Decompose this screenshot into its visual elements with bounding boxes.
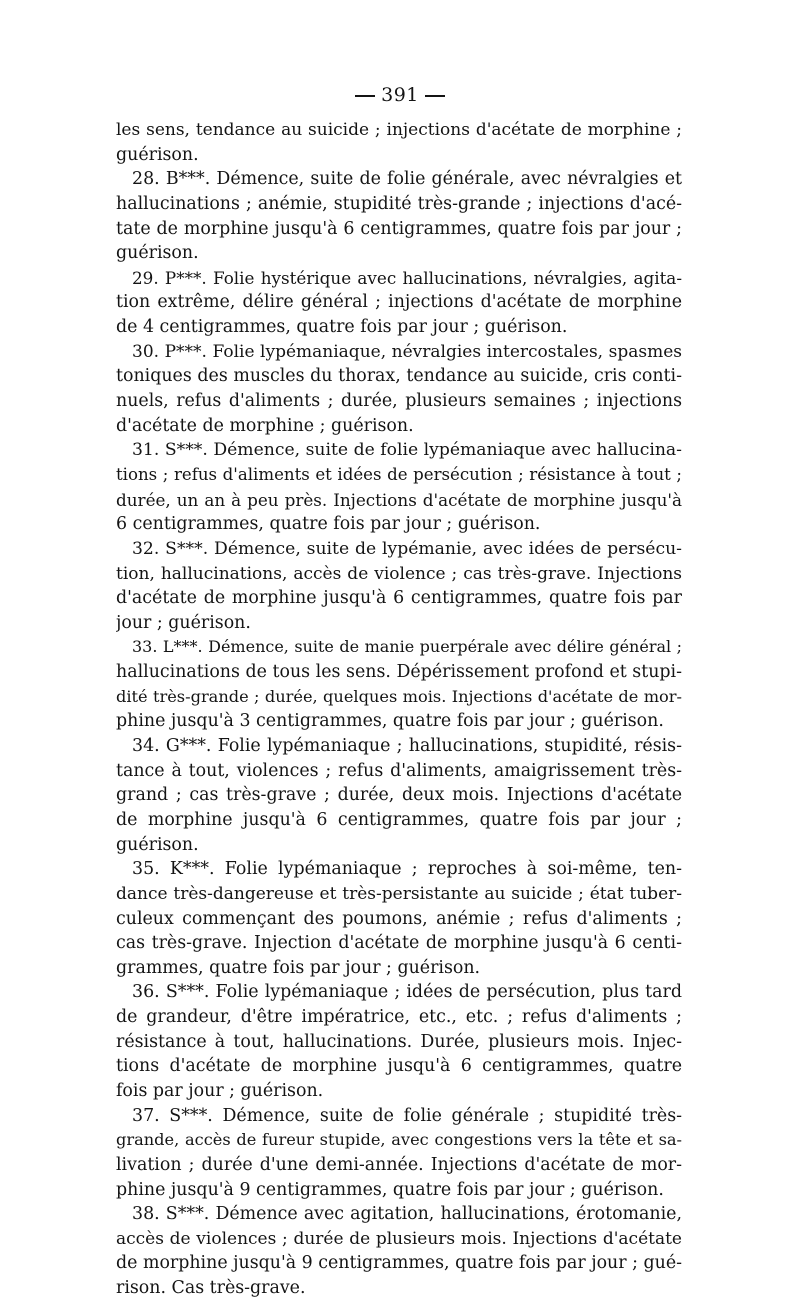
text-line: grand ; cas très-grave ; durée, deux mois. Injections d'acétate <box>116 785 682 806</box>
text-line: de 4 centigrammes, quatre fois par jour ; guérison. <box>116 317 568 338</box>
text-line: grande, accès de fureur stupide, avec congestions vers la tête et sa- <box>116 1130 682 1150</box>
text-line: dité très-grande ; durée, quelques mois. Injections d'acétate de mor- <box>116 686 682 706</box>
text-line: 34. G***. Folie lypémaniaque ; hallucinations, stupidité, résis- <box>132 736 682 757</box>
text-line: phine jusqu'à 3 centigrammes, quatre fois par jour ; guérison. <box>116 711 664 732</box>
text-line: guérison. <box>116 243 199 264</box>
text-line: de morphine jusqu'à 9 centigrammes, quatre fois par jour ; gué- <box>116 1253 682 1274</box>
text-line: d'acétate de morphine ; guérison. <box>116 415 414 436</box>
text-line: de grandeur, d'être impératrice, etc., etc. ; refus d'aliments ; <box>116 1007 682 1028</box>
text-line: résistance à tout, hallucinations. Durée, plusieurs mois. Injec- <box>116 1031 682 1052</box>
text-line: 35. K***. Folie lypémaniaque ; reproches à soi-même, ten- <box>132 859 682 880</box>
text-line: 36. S***. Folie lypémaniaque ; idées de persécution, plus tard <box>132 982 682 1003</box>
header-dash-right <box>425 95 445 97</box>
text-line: tion extrême, délire général ; injections d'acétate de morphine <box>116 292 682 313</box>
text-line: durée, un an à peu près. Injections d'acétate de morphine jusqu'à <box>116 489 682 510</box>
text-line: 37. S***. Démence, suite de folie générale ; stupidité très- <box>132 1105 682 1126</box>
text-line: grammes, quatre fois par jour ; guérison. <box>116 957 481 978</box>
body-text <box>116 118 682 1301</box>
header-dash-left <box>355 95 375 97</box>
text-line: tion, hallucinations, accès de violence ; cas très-grave. Injections <box>116 563 682 584</box>
text-line: rison. Cas très-grave. <box>116 1278 306 1299</box>
text-line: livation ; durée d'une demi-année. Injections d'acétate de mor- <box>116 1154 682 1175</box>
text-line: nuels, refus d'aliments ; durée, plusieurs semaines ; injections <box>116 391 682 412</box>
text-line: 30. P***. Folie lypémaniaque, névralgies intercostales, spasmes <box>132 341 682 362</box>
text-line: 38. S***. Démence avec agitation, hallucinations, érotomanie, <box>132 1204 682 1225</box>
text-line: les sens, tendance au suicide ; injections d'acétate de morphine ; <box>116 120 682 140</box>
text-line: hallucinations ; anémie, stupidité très-grande ; injections d'acé- <box>116 193 682 214</box>
text-line: de morphine jusqu'à 6 centigrammes, quatre fois par jour ; <box>116 809 682 830</box>
text-line: accès de violences ; durée de plusieurs mois. Injections d'acétate <box>116 1228 682 1249</box>
text-line: 6 centigrammes, quatre fois par jour ; guérison. <box>116 514 541 535</box>
text-line: toniques des muscles du thorax, tendance au suicide, cris conti- <box>116 366 682 387</box>
text-line: 28. B***. Démence, suite de folie générale, avec névralgies et <box>132 169 682 190</box>
text-line: tance à tout, violences ; refus d'aliments, amaigrissement très- <box>116 760 682 781</box>
text-line: d'acétate de morphine jusqu'à 6 centigrammes, quatre fois par <box>116 588 682 609</box>
text-line: tions d'acétate de morphine jusqu'à 6 centigrammes, quatre <box>116 1056 682 1077</box>
page-header <box>0 84 800 106</box>
text-line: 32. S***. Démence, suite de lypémanie, avec idées de persécu- <box>132 538 682 559</box>
text-line: 31. S***. Démence, suite de folie lypémaniaque avec hallucina- <box>132 440 682 461</box>
page-number: 391 <box>381 84 419 106</box>
text-line: jour ; guérison. <box>116 612 251 633</box>
text-line: 29. P***. Folie hystérique avec hallucinations, névralgies, agita- <box>132 267 682 288</box>
text-line: cas très-grave. Injection d'acétate de morphine jusqu'à 6 centi- <box>116 933 682 954</box>
text-line: fois par jour ; guérison. <box>116 1080 324 1101</box>
text-line: tate de morphine jusqu'à 6 centigrammes, quatre fois par jour ; <box>116 218 682 239</box>
text-line: dance très-dangereuse et très-persistante au suicide ; état tuber- <box>116 883 682 904</box>
text-line: 33. L***. Démence, suite de manie puerpérale avec délire général ; <box>132 637 682 657</box>
text-line: tions ; refus d'aliments et idées de persécution ; résistance à tout ; <box>116 464 682 484</box>
text-line: hallucinations de tous les sens. Dépérissement profond et stupi- <box>116 662 682 683</box>
text-line: culeux commençant des poumons, anémie ; refus d'aliments ; <box>116 908 682 929</box>
text-line: guérison. <box>116 834 199 855</box>
text-line: guérison. <box>116 144 199 165</box>
text-line: phine jusqu'à 9 centigrammes, quatre fois par jour ; guérison. <box>116 1179 664 1200</box>
